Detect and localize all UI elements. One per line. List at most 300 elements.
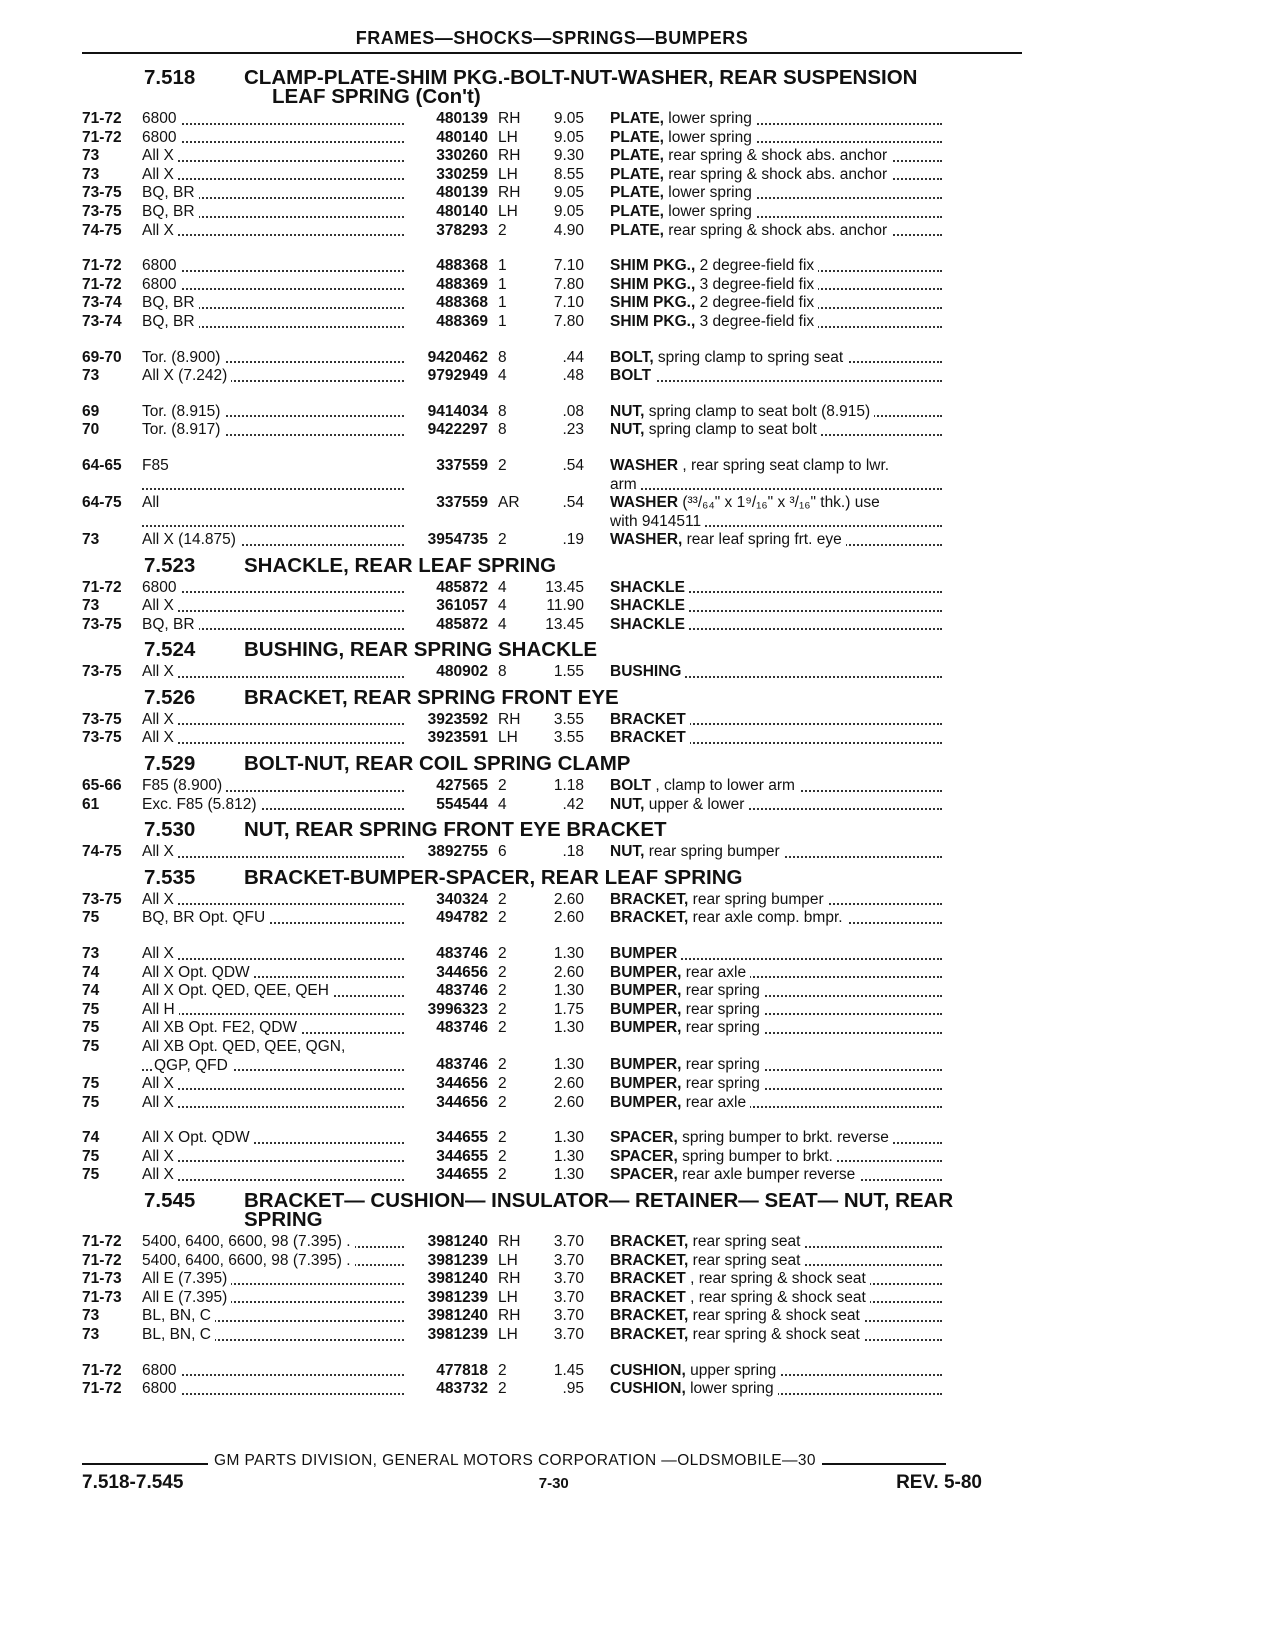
quantity: LH: [498, 1251, 518, 1269]
model-cell: [142, 891, 412, 910]
year-range: 71-72: [82, 1251, 122, 1269]
leader-dots: [142, 178, 404, 180]
description-line1: [610, 1233, 804, 1250]
section-title: [244, 68, 1022, 106]
model-text: All X: [142, 1148, 178, 1165]
part-name: BRACKET,: [610, 1325, 689, 1343]
year-range: 75: [82, 1019, 100, 1037]
description-line1: [610, 945, 681, 962]
table-row: [82, 909, 1022, 928]
footer-rule-right: [822, 1463, 946, 1465]
description-cell: [610, 1019, 950, 1038]
model-text: 6800: [142, 129, 180, 146]
model-cell: [142, 909, 412, 928]
table-row: [82, 313, 1022, 332]
part-number: 3923591: [427, 729, 488, 747]
description-line1: [610, 313, 818, 330]
part-number: 485872: [436, 578, 488, 596]
part-number: 3923592: [427, 710, 488, 728]
part-description: lower spring: [663, 202, 752, 220]
price: .44: [562, 348, 584, 366]
section-heading: [144, 638, 1022, 662]
part-name: BRACKET,: [610, 1251, 689, 1269]
price: 9.05: [553, 202, 584, 220]
description-line1: [610, 1129, 893, 1146]
model-cell: [142, 1289, 412, 1308]
year-range: 73-75: [82, 729, 122, 747]
model-text: All X: [142, 166, 178, 183]
model-cell: [142, 729, 412, 748]
part-name: SHACKLE: [610, 578, 685, 596]
year-range: 73: [82, 147, 100, 165]
model-text: BL, BN, C: [142, 1307, 215, 1324]
description-line2: [610, 513, 950, 531]
description-line1: [610, 257, 818, 274]
group-spacer: [82, 386, 1022, 403]
price: 3.70: [553, 1307, 584, 1325]
part-description: rear axle: [681, 1093, 747, 1111]
description-cell: [610, 909, 950, 928]
part-number: 554544: [436, 795, 488, 813]
model-cell: [142, 1362, 412, 1381]
section-number: 7.529: [144, 752, 196, 776]
part-name: CUSHION,: [610, 1380, 686, 1398]
quantity: 2: [498, 456, 507, 474]
model-cell: [142, 843, 412, 862]
description-cell: [610, 166, 950, 185]
part-number: 9422297: [427, 421, 488, 439]
model-cell: [142, 1148, 412, 1167]
part-name: SHIM PKG.,: [610, 275, 696, 293]
model-text-line2: [142, 1057, 412, 1075]
section-title-line2: SPRING: [244, 1207, 323, 1231]
part-name: BOLT: [610, 777, 652, 795]
quantity: RH: [498, 110, 521, 127]
quantity: LH: [498, 128, 518, 146]
price: 11.90: [546, 597, 584, 615]
quantity: 4: [498, 367, 507, 385]
quantity: 4: [498, 578, 507, 596]
page-footer: [82, 1452, 982, 1494]
description-cell: [610, 945, 950, 964]
table-row: [82, 616, 1022, 635]
model-text: 6800: [142, 257, 180, 274]
part-number: 488368: [436, 294, 488, 312]
part-name: PLATE,: [610, 147, 664, 165]
part-number: 344656: [436, 1075, 488, 1092]
part-name: BRACKET: [610, 729, 686, 747]
description-line1: [610, 294, 818, 311]
part-name: BUMPER,: [610, 1000, 682, 1018]
part-number: 3892755: [427, 843, 488, 861]
section-number: 7.518: [144, 66, 196, 89]
model-text: All X Opt. QDW: [142, 964, 254, 981]
quantity: RH: [498, 1307, 521, 1325]
part-number: 494782: [436, 909, 488, 927]
section-title-line2: LEAF SPRING (Con't): [272, 85, 481, 108]
year-range: 74: [82, 1129, 100, 1147]
table-row: [82, 1380, 1022, 1399]
part-number: 3954735: [427, 530, 488, 548]
quantity: 4: [498, 615, 507, 633]
description-line1: [610, 1362, 780, 1379]
part-name: PLATE,: [610, 165, 664, 183]
model-cell: [142, 579, 412, 598]
part-description: rear spring & shock seat: [688, 1325, 860, 1343]
year-range: 73: [82, 530, 100, 548]
price: 3.70: [553, 1270, 584, 1288]
description-line1: [610, 579, 689, 596]
part-number: 3981240: [427, 1307, 488, 1325]
leader-dots: [142, 723, 404, 725]
leader-dots: [610, 380, 942, 382]
model-text: Tor. (8.900): [142, 349, 224, 366]
part-number: 344655: [436, 1147, 488, 1165]
model-text: BQ, BR: [142, 313, 199, 330]
price: 1.30: [553, 1147, 584, 1165]
description-cell: [610, 1129, 950, 1148]
table-row: [82, 1289, 1022, 1308]
part-name: BRACKET,: [610, 1232, 689, 1250]
footer-publisher: GM PARTS DIVISION, GENERAL MOTORS CORPORATION —OLDSMOBILE—30: [214, 1452, 816, 1469]
group-spacer: [82, 332, 1022, 349]
price: 1.30: [553, 945, 584, 963]
description-line1: [610, 909, 847, 926]
model-cell: [142, 403, 412, 422]
price: 2.60: [553, 963, 584, 981]
part-number: 483732: [436, 1380, 488, 1398]
description-line1: [610, 663, 685, 680]
quantity: 2: [498, 1129, 507, 1147]
model-cell: [142, 110, 412, 129]
price: .54: [562, 493, 584, 511]
leader-dots: [610, 488, 942, 490]
part-description: rear spring: [681, 982, 760, 1000]
price: 7.80: [553, 312, 584, 330]
part-name: PLATE,: [610, 110, 664, 127]
part-number: 330259: [436, 165, 488, 183]
description-line1: [610, 166, 891, 183]
quantity: 2: [498, 1093, 507, 1111]
description-cell: [610, 1307, 950, 1326]
model-cell: [142, 711, 412, 730]
quantity: 2: [498, 890, 507, 908]
model-text: All X: [142, 222, 178, 239]
section-number: 7.524: [144, 638, 196, 662]
price: 2.60: [553, 1093, 584, 1111]
year-range: 75: [82, 1038, 100, 1055]
part-description: spring clamp to seat bolt: [644, 421, 817, 439]
model-cell: [142, 457, 412, 494]
part-name: CUSHION,: [610, 1361, 686, 1379]
description-cell: [610, 276, 950, 295]
part-description: rear spring: [681, 1019, 760, 1037]
year-range: 73-75: [82, 202, 122, 220]
table-row: [82, 1148, 1022, 1167]
part-description: (³³/₆₄" x 1⁹/₁₆" x ³/₁₆" thk.) use: [678, 493, 880, 511]
table-row: [82, 184, 1022, 203]
description-line1: [610, 843, 784, 860]
description-line1: [610, 1094, 750, 1111]
description-cell: [610, 294, 950, 313]
year-range: 73-74: [82, 294, 122, 312]
part-description: upper & lower: [644, 795, 745, 813]
part-name: SHIM PKG.,: [610, 312, 696, 330]
leader-dots: [142, 958, 404, 960]
description-cell: [610, 1252, 950, 1271]
part-number: 3981240: [427, 1232, 488, 1250]
description-cell: [610, 349, 950, 368]
part-name: NUT,: [610, 421, 645, 439]
description-line1: [610, 1001, 764, 1018]
leader-dots: [142, 903, 404, 905]
quantity: 2: [498, 1019, 507, 1037]
part-name: WASHER,: [610, 530, 683, 548]
price: 13.45: [545, 615, 584, 633]
model-cell: [142, 203, 412, 222]
price: 3.70: [553, 1288, 584, 1306]
description-line1: [610, 457, 893, 474]
description-cell: [610, 1001, 950, 1020]
table-row: [82, 403, 1022, 422]
year-range: 71-72: [82, 578, 122, 596]
group-spacer: [82, 1345, 1022, 1362]
section-heading: [144, 685, 1022, 709]
price: 1.30: [553, 1019, 584, 1037]
price: 3.70: [553, 1251, 584, 1269]
model-text: All E (7.395): [142, 1270, 231, 1287]
quantity: 2: [498, 963, 507, 981]
part-number: 488369: [436, 275, 488, 293]
model-cell: [142, 1129, 412, 1148]
section-heading: [144, 818, 1022, 842]
part-description: rear leaf spring frt. eye: [682, 530, 842, 548]
table-row: [82, 1326, 1022, 1345]
section-title-line1: NUT, REAR SPRING FRONT EYE BRACKET: [244, 818, 667, 842]
year-range: 75: [82, 1166, 100, 1184]
footer-revision: REV. 5-80: [896, 1472, 982, 1493]
model-cell: [142, 964, 412, 983]
quantity: 2: [498, 1056, 507, 1074]
part-name: NUT,: [610, 795, 645, 813]
part-name: PLATE,: [610, 202, 664, 220]
table-row: [82, 222, 1022, 241]
model-cell: [142, 349, 412, 368]
year-range: 75: [82, 1000, 100, 1018]
part-number: 344655: [436, 1166, 488, 1184]
description-line1: [610, 349, 847, 366]
price: 3.70: [553, 1232, 584, 1250]
year-range: 73: [82, 165, 100, 183]
year-range: 73: [82, 1325, 100, 1343]
table-row: [82, 1094, 1022, 1113]
part-description: rear spring & shock seat: [688, 1307, 860, 1325]
part-description: rear spring & shock abs. anchor: [663, 221, 888, 239]
table-row: [82, 597, 1022, 616]
leader-dots: [142, 676, 404, 678]
description-cell: [610, 1380, 950, 1399]
description-line1: [610, 1019, 764, 1036]
quantity: 4: [498, 597, 507, 615]
part-name: BUMPER,: [610, 1075, 682, 1092]
table-row: [82, 349, 1022, 368]
model-cell: [142, 494, 412, 531]
model-text: BQ, BR: [142, 184, 199, 201]
model-cell: [142, 313, 412, 332]
description-cell: [610, 531, 950, 550]
table-row: [82, 367, 1022, 386]
model-cell: [142, 1326, 412, 1345]
part-description: rear spring: [681, 1000, 760, 1018]
description-cell: [610, 891, 950, 910]
part-description: , rear spring & shock seat: [685, 1270, 866, 1288]
quantity: 8: [498, 663, 507, 681]
model-cell: [142, 1038, 412, 1075]
leader-dots: [142, 234, 404, 236]
quantity: 2: [498, 945, 507, 963]
description-cell: [610, 597, 950, 616]
model-cell: [142, 1001, 412, 1020]
year-range: 74: [82, 982, 100, 1000]
model-text: All X Opt. QDW: [142, 1129, 254, 1146]
model-text: Tor. (8.915): [142, 403, 224, 420]
part-name: SHACKLE: [610, 597, 685, 615]
model-cell: [142, 129, 412, 148]
quantity: LH: [498, 165, 518, 183]
model-text: 6800: [142, 1362, 180, 1379]
footer-section-range: 7.518-7.545: [82, 1472, 184, 1493]
part-description: spring bumper to brkt.: [677, 1147, 833, 1165]
part-number: 483746: [436, 1019, 488, 1037]
quantity: 8: [498, 421, 507, 439]
part-number: 361057: [436, 597, 488, 615]
part-number: 3981240: [427, 1270, 488, 1288]
year-range: 64-65: [82, 456, 122, 474]
price: 1.30: [553, 982, 584, 1000]
price: .23: [562, 421, 584, 439]
description-cell: [610, 777, 950, 796]
part-description: 2 degree-field fix: [695, 294, 815, 312]
price: 7.10: [553, 294, 584, 312]
model-cell: [142, 147, 412, 166]
description-cell: [610, 1270, 950, 1289]
table-row: [82, 1307, 1022, 1326]
section-title-line1: CLAMP-PLATE-SHIM PKG.-BOLT-NUT-WASHER, REAR SUSPENSION: [244, 66, 918, 89]
part-number: 480140: [436, 202, 488, 220]
description-cell: [610, 129, 950, 148]
section-title: [244, 685, 1022, 709]
quantity: 6: [498, 843, 507, 861]
quantity: 8: [498, 348, 507, 366]
description-line1: [610, 616, 689, 633]
table-row: [82, 579, 1022, 598]
model-text: All X: [142, 1075, 178, 1092]
group-spacer: [82, 1112, 1022, 1129]
year-range: 74-75: [82, 221, 122, 239]
part-name: WASHER: [610, 493, 679, 511]
part-number: 344656: [436, 963, 488, 981]
section-heading: [144, 68, 1022, 106]
table-row: [82, 1233, 1022, 1252]
model-text: All X: [142, 597, 178, 614]
table-row: [82, 531, 1022, 550]
section-title-line1: BRACKET— CUSHION— INSULATOR— RETAINER— SEAT— NUT, REAR: [244, 1188, 954, 1212]
description-cell: [610, 982, 950, 1001]
part-description: lower spring: [663, 110, 752, 127]
section-title: [244, 818, 1022, 842]
description-line1: [610, 367, 655, 384]
model-text: All XB Opt. FE2, QDW: [142, 1019, 301, 1036]
table-row: [82, 166, 1022, 185]
table-row: [82, 294, 1022, 313]
part-description: rear spring seat: [688, 1251, 801, 1269]
footer-rule-left: [82, 1463, 208, 1465]
year-range: 75: [82, 1093, 100, 1111]
part-number: 340324: [436, 890, 488, 908]
description-cell: [610, 579, 950, 598]
year-range: 73-75: [82, 663, 122, 681]
part-name: PLATE,: [610, 184, 664, 202]
section-title: [244, 553, 1022, 577]
part-description: 2 degree-field fix: [695, 257, 815, 275]
description-cell: [610, 1326, 950, 1345]
description-cell: [610, 313, 950, 332]
year-range: 73: [82, 1307, 100, 1325]
description-cell: [610, 184, 950, 203]
year-range: 71-72: [82, 1232, 122, 1250]
description-cell: [610, 796, 950, 815]
part-description: lower spring: [685, 1380, 774, 1398]
table-row: [82, 1129, 1022, 1148]
description-line1: [610, 129, 756, 146]
section-number: 7.535: [144, 865, 196, 889]
part-number: 344656: [436, 1093, 488, 1111]
price: 9.30: [553, 147, 584, 165]
description-line1: [610, 276, 818, 293]
model-text: F85 (8.900): [142, 777, 226, 794]
part-number: 3981239: [427, 1288, 488, 1306]
description-line1: [610, 531, 846, 548]
year-range: 69: [82, 402, 100, 420]
description-cell: [610, 616, 950, 635]
model-text: All X: [142, 711, 178, 728]
part-name: NUT,: [610, 402, 645, 420]
description-line1: [610, 1270, 870, 1287]
description-line1: [610, 1166, 859, 1183]
model-text: All X: [142, 147, 178, 164]
description-line1: [610, 222, 891, 239]
description-cell: [610, 1075, 950, 1094]
parts-table: [82, 843, 1022, 862]
table-row: [82, 964, 1022, 983]
description-cell: [610, 843, 950, 862]
description-cell: [610, 110, 950, 129]
part-name: BUMPER,: [610, 1019, 682, 1037]
part-description: spring clamp to seat bolt (8.915): [644, 402, 871, 420]
quantity: 2: [498, 777, 507, 795]
model-text: All X (14.875): [142, 531, 240, 548]
leader-dots: [142, 610, 404, 612]
description-cell: [610, 421, 950, 440]
page-header: FRAMES—SHOCKS—SPRINGS—BUMPERS: [82, 28, 1022, 54]
model-text: 6800: [142, 1380, 180, 1397]
model-cell: [142, 663, 412, 682]
quantity: LH: [498, 1325, 518, 1343]
model-cell: [142, 796, 412, 815]
section-heading: [144, 1188, 1022, 1231]
description-line1: [610, 184, 756, 201]
part-description: upper spring: [685, 1361, 777, 1379]
